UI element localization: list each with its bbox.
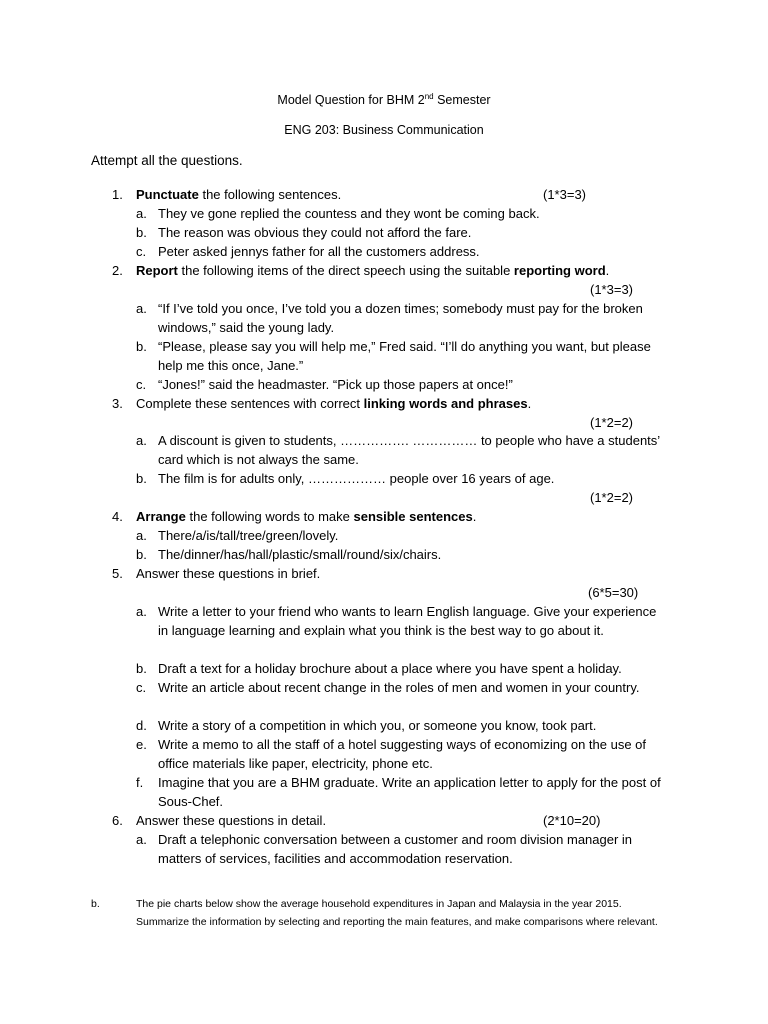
course-title: ENG 203: Business Communication — [284, 123, 484, 137]
sub-label: e. — [136, 737, 147, 752]
marks: (1*2=2) — [590, 415, 633, 430]
sub-text: The film is for adults only, ……………… people over 16 years of age. — [158, 471, 555, 486]
marks: (1*3=3) — [590, 282, 633, 297]
marks: (1*3=3) — [543, 187, 586, 202]
title-superscript: nd — [424, 91, 434, 101]
sub-text: “Please, please say you will help me,” Fred said. “I’ll do anything you want, but please help me this once, Jane.” — [158, 339, 651, 373]
instruction: Attempt all the questions. — [91, 153, 243, 168]
sub-text: Draft a text for a holiday brochure about a place where you have spent a holiday. — [158, 661, 622, 676]
question-prompt: the following sentences. — [198, 187, 342, 202]
sub-text: Write a memo to all the staff of a hotel suggesting ways of economizing on the use of office materials like paper, electricity, phone etc. — [158, 737, 647, 771]
question-number: 5. — [112, 566, 123, 581]
title-text-end: Semester — [433, 93, 491, 107]
page-title — [0, 93, 768, 107]
question-keyword: sensible sentences — [353, 509, 473, 524]
question-text — [136, 185, 341, 204]
question-keyword: Report — [136, 263, 178, 278]
sub-label: b. — [136, 661, 147, 676]
sub-text: The/dinner/has/hall/plastic/small/round/six/chairs. — [158, 547, 442, 562]
part-b-text: The pie charts below show the average household expenditures in Japan and Malaysia in the year 2015. Summarize the information by selecting and reporting the main features, and make comparisons where relevant. — [136, 898, 658, 928]
sub-label: a. — [136, 604, 147, 619]
sub-label: d. — [136, 718, 147, 733]
question-keyword: Punctuate — [136, 187, 199, 202]
question-text: Answer these questions in detail. — [136, 813, 327, 828]
sub-text: Draft a telephonic conversation between a customer and room division manager in matters of services, facilities and accommodation reservation. — [158, 832, 633, 866]
question-number: 6. — [112, 813, 123, 828]
sub-label: b. — [136, 547, 147, 562]
sub-label: a. — [136, 528, 147, 543]
sub-text: There/a/is/tall/tree/green/lovely. — [158, 528, 339, 543]
sub-label: a. — [136, 301, 147, 316]
question-prompt: Complete these sentences with correct — [136, 396, 364, 411]
question-prompt-end: . — [472, 509, 477, 524]
sub-label: c. — [136, 244, 147, 259]
sub-text: Peter asked jennys father for all the customers address. — [158, 244, 480, 259]
sub-label: a. — [136, 433, 147, 448]
question-prompt-end: . — [527, 396, 532, 411]
sub-label: f. — [136, 775, 144, 790]
sub-label: b. — [136, 225, 147, 240]
sub-label: a. — [136, 832, 147, 847]
sub-text: “If I’ve told you once, I’ve told you a dozen times; somebody must pay for the broken windows,” said the young lady. — [158, 301, 643, 335]
sub-label: b. — [136, 471, 147, 486]
question-prompt: the following words to make — [185, 509, 354, 524]
sub-label: a. — [136, 206, 147, 221]
question-keyword: reporting word — [513, 263, 606, 278]
marks: (1*2=2) — [590, 490, 633, 505]
question-number: 2. — [112, 263, 123, 278]
part-b-label: b. — [91, 898, 100, 910]
sub-text: “Jones!” said the headmaster. “Pick up those papers at once!” — [158, 377, 513, 392]
sub-text: Imagine that you are a BHM graduate. Write an application letter to apply for the post of Sous-Chef. — [158, 775, 661, 809]
question-text: Answer these questions in brief. — [136, 566, 321, 581]
sub-label: b. — [136, 339, 147, 354]
question-number: 3. — [112, 396, 123, 411]
question-text — [136, 394, 531, 413]
question-text — [136, 507, 476, 526]
question-text — [136, 261, 609, 280]
question-prompt-end: . — [605, 263, 610, 278]
title-text: Model Question for BHM 2 — [277, 93, 425, 107]
sub-text: They ve gone replied the countess and they wont be coming back. — [158, 206, 540, 221]
sub-text: Write a letter to your friend who wants to learn English language. Give your experience in language learning and explain what you think is the best way to go about it. — [158, 604, 657, 638]
sub-label: c. — [136, 377, 147, 392]
question-keyword: Arrange — [136, 509, 186, 524]
sub-text: The reason was obvious they could not afford the fare. — [158, 225, 472, 240]
sub-text: Write an article about recent change in the roles of men and women in your country. — [158, 680, 640, 695]
sub-text: A discount is given to students, ……………. …………… to people who have a students’ card which is not always the same. — [158, 433, 660, 467]
marks: (2*10=20) — [543, 813, 601, 828]
question-number: 4. — [112, 509, 123, 524]
sub-label: c. — [136, 680, 147, 695]
question-number: 1. — [112, 187, 123, 202]
question-keyword: linking words and phrases — [363, 396, 528, 411]
marks: (6*5=30) — [588, 585, 639, 600]
sub-text: Write a story of a competition in which you, or someone you know, took part. — [158, 718, 597, 733]
question-prompt: the following items of the direct speech using the suitable — [177, 263, 514, 278]
